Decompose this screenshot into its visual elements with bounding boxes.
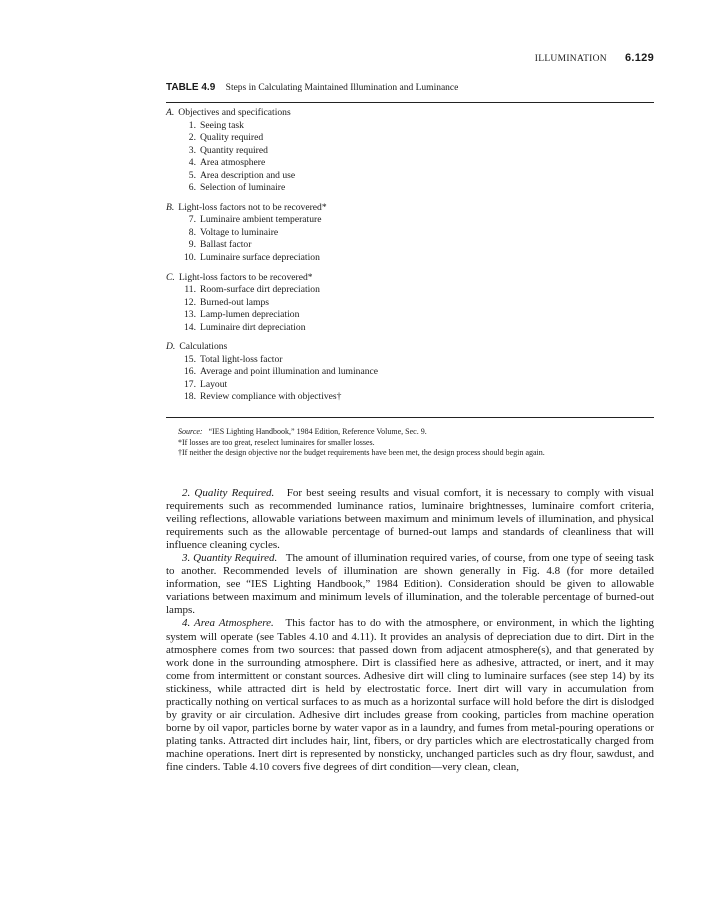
- table-body: [166, 107, 654, 411]
- group-heading: [166, 272, 654, 285]
- group-title: Light-loss factors to be recovered*: [178, 271, 313, 283]
- table-step: 15. Total light-loss factor: [184, 353, 283, 365]
- source-label: Source:: [178, 427, 203, 436]
- group-title: Light-loss factors not to be recovered*: [178, 201, 327, 213]
- paragraph-text: This factor has to do with the atmosphere, or environment, in which the lighting system will operate (see Tables 4.10 and 4.11). It provides an analysis of depreciation due to dirt. Dirt in the atmosphere comes from two sources: that passed down from adjacent atmosphere(s), and that generated by work done in the surrounding atmosphere. Dirt is classified here as adhesive, attracted, or inert, and it may come from intermittent or constant sources. Adhesive dirt will cling to luminaire surfaces (see step 14) by its stickiness, while attracted dirt is held by electrostatic force. Inert dirt will vary in accumulation from practically nothing on vertical surfaces to as much as a horizontal surface will hold before the dirt is dislodged by gravity or air circulation. Adhesive dirt includes grease from cooking, particles from machine operation borne by oil vapor, particles borne by water vapor as in a laundry, and fumes from metal-pouring operations or plating tanks. Attracted dirt includes hair, lint, fibers, or dry particles which are electrostatically charged from machine operations. Inert dirt is represented by nonsticky, unchanged particles such as dry flour, sawdust, and fine cinders. Table 4.10 covers five degrees of dirt condition—very clean, clean,: [166, 617, 655, 773]
- group-letter: B.: [166, 201, 175, 213]
- table-step: 14. Luminaire dirt depreciation: [184, 321, 306, 333]
- group-letter: A.: [166, 107, 175, 118]
- footnote-star: *If losses are too great, reselect luminaires for smaller losses.: [178, 437, 375, 447]
- group-letter: D.: [166, 341, 176, 353]
- table-bottom-rule: [166, 417, 654, 418]
- body-text: [166, 487, 654, 774]
- runin-heading: 3. Quantity Required.: [182, 552, 278, 565]
- table-step: 2. Quality required: [188, 132, 264, 144]
- table-group-b: [166, 202, 654, 265]
- table-caption: [166, 82, 654, 93]
- runin-heading: 4. Area Atmosphere.: [182, 617, 274, 630]
- group-title: Calculations: [179, 341, 228, 353]
- table-step: 7. Luminaire ambient temperature: [188, 214, 322, 226]
- running-head-section: ILLUMINATION: [534, 54, 607, 64]
- table-step: 10. Luminaire surface depreciation: [184, 252, 320, 264]
- source-text: “IES Lighting Handbook,” 1984 Edition, Reference Volume, Sec. 9.: [208, 427, 427, 436]
- table-group-d: [166, 341, 654, 404]
- table-step: 17. Layout: [184, 378, 228, 390]
- table-step: 3. Quantity required: [188, 144, 268, 156]
- source-note: [178, 427, 654, 438]
- table-step: 18. Review compliance with objectives†: [184, 391, 342, 403]
- group-heading: [166, 341, 654, 354]
- table-step: 11. Room-surface dirt depreciation: [184, 284, 320, 296]
- table-step: 4. Area atmosphere: [188, 157, 266, 169]
- table-notes: [178, 427, 654, 459]
- table-top-rule: [166, 102, 654, 103]
- group-heading: [166, 202, 654, 215]
- paragraph-quality: [166, 487, 654, 552]
- runin-heading: 2. Quality Required.: [182, 487, 275, 499]
- group-title: Objectives and specifications: [178, 107, 291, 118]
- table-step: 13. Lamp-lumen depreciation: [184, 309, 300, 321]
- table-group-c: [166, 272, 654, 335]
- paragraph-area-atmosphere: [166, 617, 654, 774]
- table-step: 12. Burned-out lamps: [184, 296, 270, 308]
- page-number: 6.129: [624, 52, 654, 64]
- paragraph-text: For best seeing results and visual comfort, it is necessary to comply with visual requirements such as recommended luminance ratios, luminaire brightnesses, luminaire comfort criteria, veiling reflections, allowable variations between maximum and minimum levels of illumination, and physical requirements such as the allowable percentage of burned-out lamps and standards of cleanliness that will influence cleaning cycles.: [166, 487, 654, 552]
- table-step: 9. Ballast factor: [188, 239, 252, 251]
- table-step: 6. Selection of luminaire: [188, 182, 286, 194]
- table-label: TABLE 4.9: [166, 82, 216, 93]
- footnote-dagger: †If neither the design objective nor the budget requirements have been met, the design process should begin again.: [178, 448, 545, 458]
- table-group-a: [166, 107, 654, 195]
- table-title: Steps in Calculating Maintained Illumination and Luminance: [225, 83, 459, 93]
- table-step: 1. Seeing task: [188, 119, 244, 131]
- paragraph-text: The amount of illumination required varies, of course, from one type of seeing task to another. Recommended levels of illumination are shown generally in Fig. 4.8 (for more detailed information, see “IES Lighting Handbook,” 1984 Edition). Consideration should be given to allowable variations between maximum and minimum levels of illumination, and the tolerable percentage of burned-out lamps.: [166, 552, 654, 617]
- table-step: 8. Voltage to luminaire: [188, 226, 279, 238]
- group-letter: C.: [166, 271, 175, 283]
- paragraph-quantity: [166, 552, 654, 617]
- table-step: 16. Average and point illumination and luminance: [184, 366, 379, 378]
- table-step: 5. Area description and use: [188, 169, 296, 181]
- running-head: [535, 52, 654, 64]
- group-heading: [166, 107, 654, 120]
